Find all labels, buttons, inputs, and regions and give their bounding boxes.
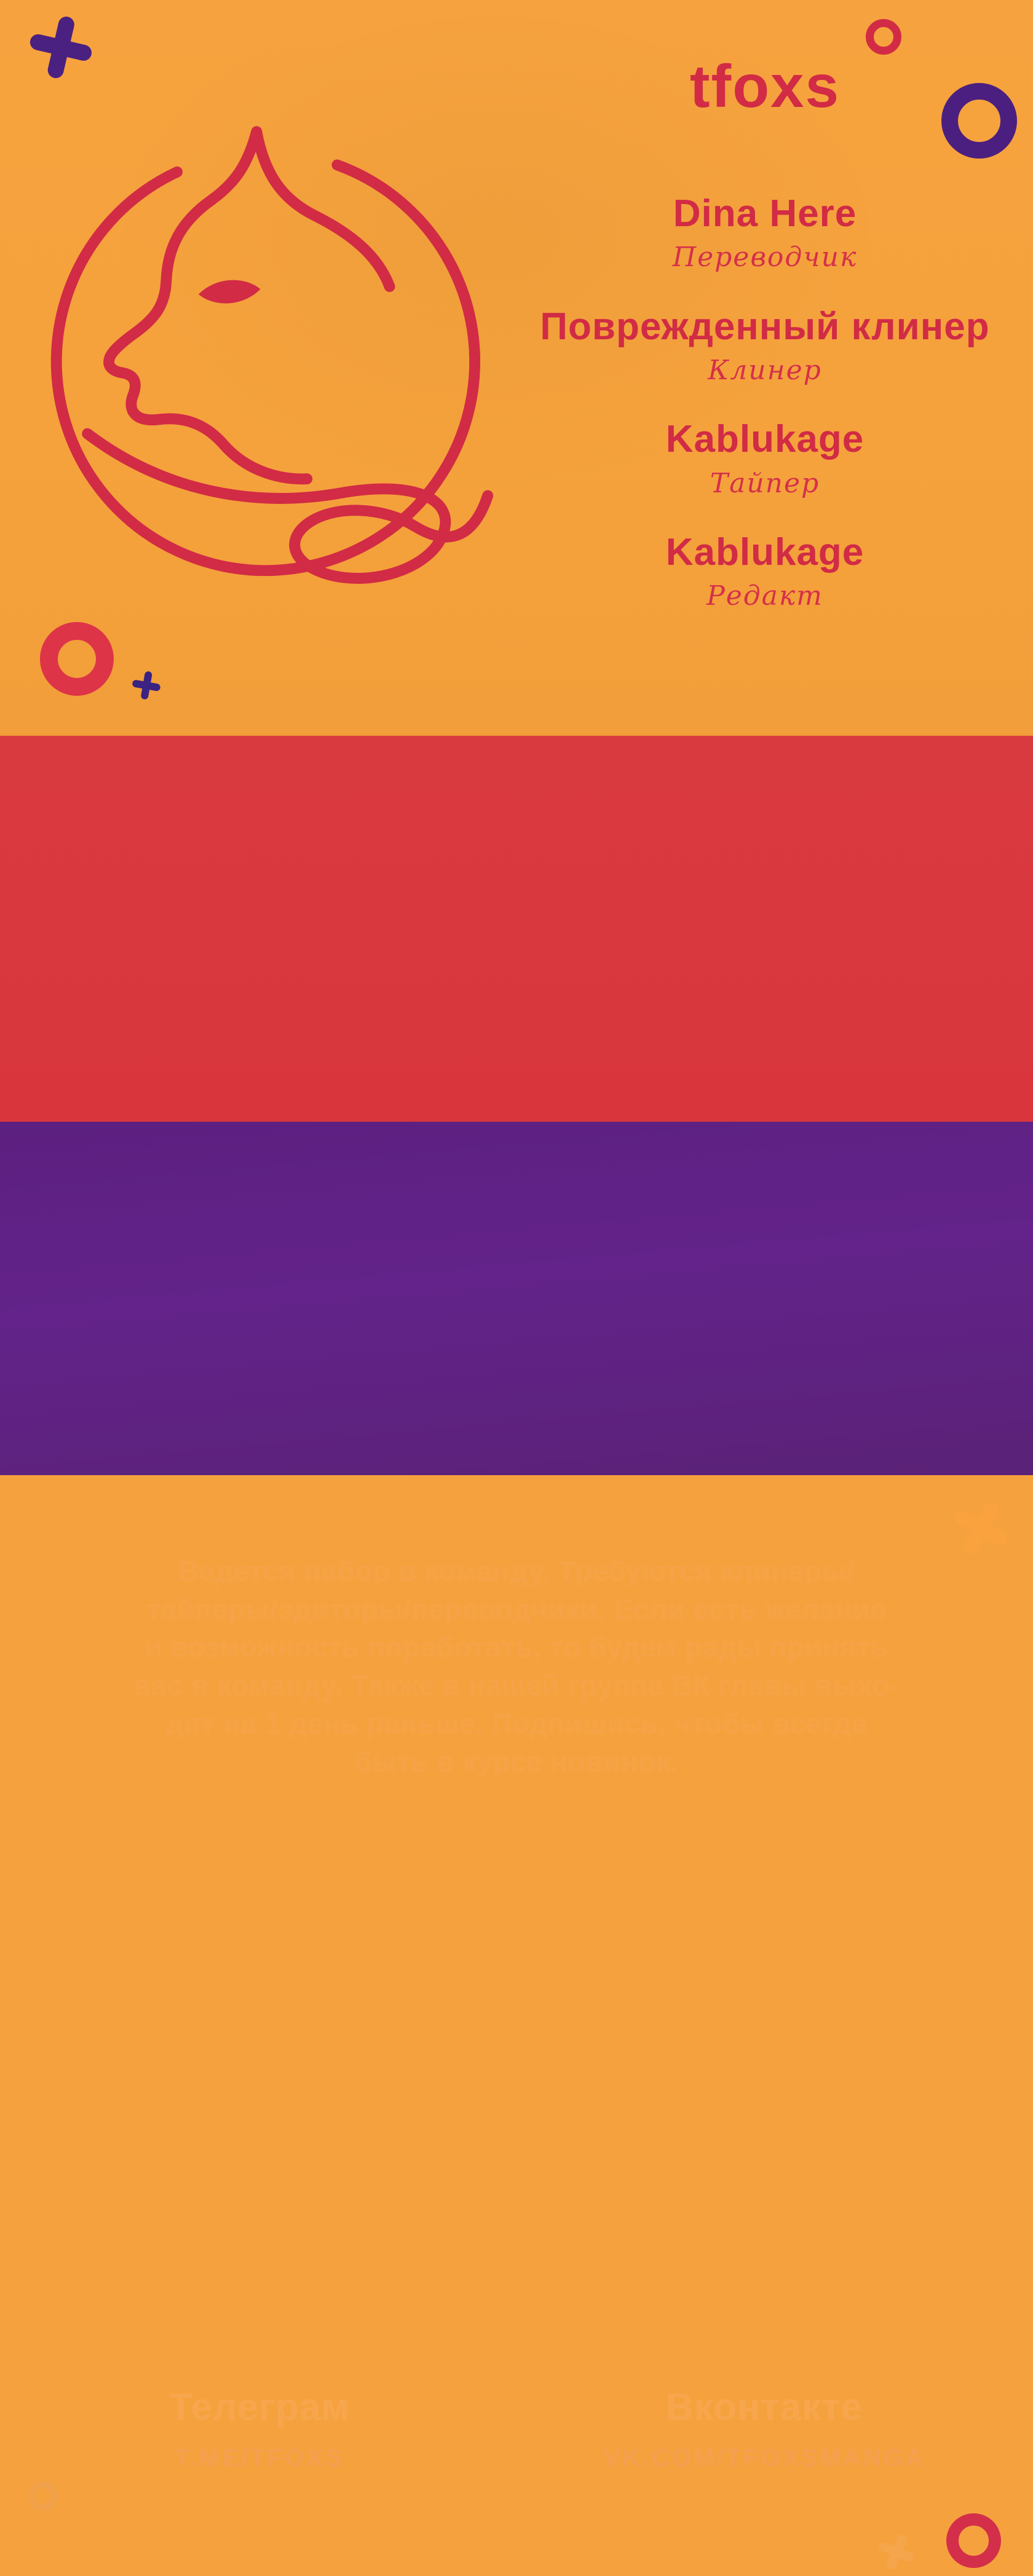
plus-icon	[23, 10, 98, 85]
member-role: Редакт	[706, 580, 823, 612]
x-icon	[130, 669, 162, 701]
ring-icon	[40, 622, 114, 696]
member-role: Тайпер	[710, 467, 820, 499]
recruitment-text	[86, 1552, 947, 1781]
credit-member	[666, 417, 865, 498]
vk-label: Вконтакте	[665, 2386, 863, 2428]
ring-icon	[28, 2481, 58, 2511]
vk-handle: VK.COM/TFOXSMANGA	[603, 2444, 925, 2472]
recruitment-line: вас в команду. Также в нашей группе ВК главы выхо-	[133, 1669, 900, 1701]
recruitment-section	[0, 736, 1033, 1778]
telegram-label: Телеграм	[168, 2386, 350, 2428]
recruitment-line: дят на 1 день раньше. Подпишись, чтобы всегда	[165, 1707, 868, 1739]
credit-member	[666, 530, 865, 612]
member-name: Kablukage	[665, 418, 865, 461]
member-role: Клинер	[708, 354, 822, 386]
credits-list	[494, 192, 1033, 644]
credit-member	[540, 305, 989, 386]
recruitment-line: тайперы/эдиторы/переводчики. Если есть желание	[146, 1593, 887, 1625]
member-role: Переводчик	[672, 242, 858, 274]
member-name: Поврежденный клинер	[540, 305, 990, 348]
recruitment-line: Ведется набор в команду. Требуются клинеры/	[178, 1555, 855, 1587]
x-icon	[873, 2528, 920, 2576]
member-name: Kablukage	[665, 531, 865, 574]
x-icon	[943, 1490, 1019, 1566]
telegram-handle: T.ME/TFOXS	[175, 2444, 344, 2472]
ring-icon	[946, 2513, 1001, 2568]
header-section	[0, 0, 1033, 736]
vk-block	[580, 2387, 949, 2472]
member-name: Dina Here	[673, 192, 857, 235]
fox-logo-icon	[7, 103, 524, 620]
recruitment-line: и возможность поработать, то будем рады принять	[144, 1631, 889, 1663]
telegram-block	[75, 2387, 444, 2472]
team-title: tfoxs	[689, 52, 841, 120]
recruitment-line: быть в курсе новинок.	[354, 1746, 679, 1778]
ring-icon	[866, 19, 901, 55]
credit-member	[673, 192, 858, 273]
